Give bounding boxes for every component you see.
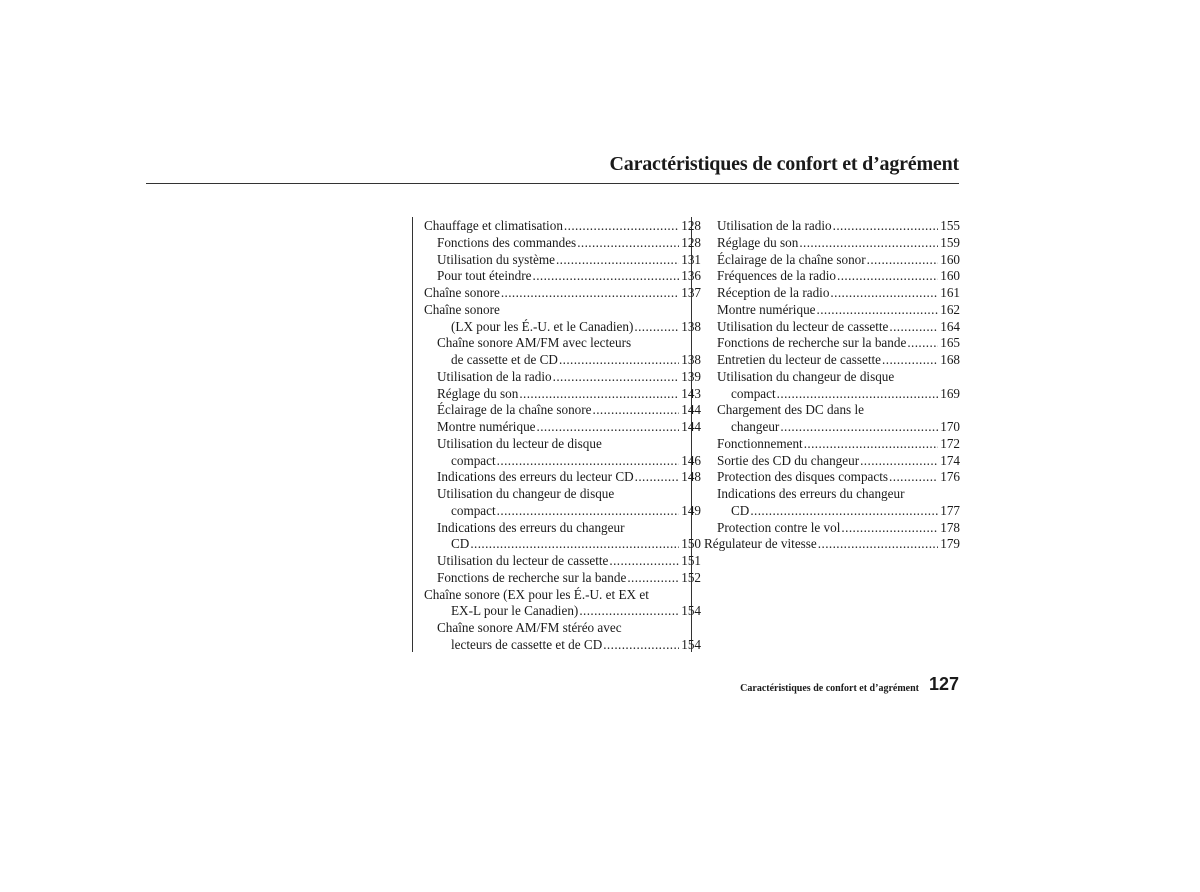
toc-entry-page: 131 [681, 251, 701, 267]
dot-leader [833, 218, 939, 235]
footer-section-label: Caractéristiques de confort et d’agrément [740, 683, 919, 694]
dot-leader [867, 252, 939, 269]
toc-entry [424, 268, 701, 285]
toc-left-column [424, 218, 701, 654]
toc-entry-page: 128 [681, 218, 701, 233]
toc-entry-page: 139 [681, 368, 701, 384]
dot-leader [780, 419, 938, 436]
toc-entry [704, 503, 960, 520]
toc-entry-page: 168 [940, 352, 960, 367]
dot-leader [577, 235, 679, 252]
dot-leader [609, 553, 679, 570]
dot-leader [564, 218, 679, 235]
toc-entry [424, 369, 701, 386]
toc-entry-text: Chaîne sonore [424, 285, 500, 300]
toc-entry-text: CD [451, 536, 470, 552]
toc-entry-page: 138 [681, 318, 701, 334]
toc-entry-text: Éclairage de la chaîne sonore [437, 402, 592, 418]
dot-leader [533, 268, 680, 285]
dot-leader [593, 402, 680, 419]
toc-entry-text: (LX pour les É.-U. et le Canadien) [451, 318, 634, 334]
toc-entry [424, 335, 701, 352]
toc-entry-text: compact [731, 385, 776, 401]
dot-leader [519, 386, 679, 403]
toc-entry-text: Utilisation du lecteur de cassette [717, 318, 889, 334]
left-column-rule [412, 217, 413, 652]
toc-entry-text: Indications des erreurs du changeur [437, 519, 625, 535]
dot-leader [559, 352, 679, 369]
toc-entry-page: 169 [940, 385, 960, 401]
toc-entry-text: Chaîne sonore (EX pour les É.-U. et EX et [424, 586, 649, 602]
toc-entry [704, 285, 960, 302]
toc-entry-page: 178 [940, 519, 960, 535]
toc-entry-text: Fréquences de la radio [717, 268, 837, 284]
toc-entry [424, 436, 701, 453]
toc-entry [704, 469, 960, 486]
toc-entry-page: 160 [940, 268, 960, 284]
toc-entry-text: lecteurs de cassette et de CD [451, 636, 603, 652]
dot-leader [907, 335, 938, 352]
toc-entry-text: Indications des erreurs du changeur [717, 486, 905, 501]
toc-entry-text: Utilisation du lecteur de disque [437, 435, 602, 451]
toc-entry [424, 419, 701, 436]
toc-entry [424, 319, 701, 336]
toc-entry [704, 436, 960, 453]
toc-entry-page: 151 [681, 553, 701, 568]
toc-entry [424, 587, 701, 604]
toc-entry-text: Montre numérique [437, 419, 536, 434]
toc-entry [424, 536, 701, 553]
dot-leader [799, 235, 938, 252]
toc-entry [424, 620, 701, 637]
toc-entry-page: 144 [681, 419, 701, 434]
toc-entry [424, 285, 701, 302]
toc-entry-text: Indications des erreurs du lecteur CD [437, 469, 634, 485]
toc-entry-text: Chaîne sonore AM/FM stéréo avec [437, 620, 622, 635]
toc-entry [424, 570, 701, 587]
toc-entry-page: 143 [681, 385, 701, 401]
toc-entry-page: 144 [681, 402, 701, 418]
toc-entry-page: 128 [681, 234, 701, 250]
toc-entry-page: 176 [940, 469, 960, 485]
toc-entry [704, 402, 960, 419]
toc-entry-text: Utilisation du changeur de disque [717, 368, 895, 384]
toc-entry [424, 603, 701, 620]
toc-entry-text: Montre numérique [717, 301, 816, 317]
toc-entry-page: 152 [681, 569, 701, 585]
toc-entry [704, 352, 960, 369]
dot-leader [501, 285, 679, 302]
dot-leader [556, 252, 679, 269]
toc-entry-text: Utilisation de la radio [437, 368, 552, 384]
toc-entry [424, 352, 701, 369]
toc-entry-page: 164 [940, 318, 960, 334]
toc-entry [704, 453, 960, 470]
toc-entry-text: Réglage du son [717, 234, 799, 250]
toc-entry [424, 218, 701, 235]
toc-entry-text: Utilisation du système [437, 251, 555, 267]
toc-entry [704, 302, 960, 319]
toc-entry-page: 150 [681, 536, 701, 552]
dot-leader [470, 536, 679, 553]
dot-leader [889, 319, 938, 336]
toc-entry [704, 536, 960, 553]
title-rule [146, 183, 959, 184]
toc-entry [424, 453, 701, 470]
dot-leader [603, 637, 679, 654]
toc-entry-text: Chauffage et climatisation [424, 218, 563, 233]
dot-leader [634, 319, 679, 336]
toc-entry-text: Utilisation de la radio [717, 218, 832, 233]
dot-leader [579, 603, 679, 620]
dot-leader [777, 386, 939, 403]
toc-entry-page: 148 [681, 469, 701, 485]
toc-entry [704, 386, 960, 403]
toc-entry-page: 162 [940, 301, 960, 317]
toc-entry-text: compact [451, 452, 496, 468]
dot-leader [882, 352, 938, 369]
toc-entry-text: Chaîne sonore [424, 301, 500, 317]
toc-entry-page: 159 [940, 234, 960, 250]
toc-entry-page: 170 [940, 419, 960, 434]
toc-entry [704, 369, 960, 386]
toc-entry [704, 335, 960, 352]
toc-entry-page: 146 [681, 452, 701, 468]
toc-entry [424, 503, 701, 520]
toc-entry-text: Sortie des CD du changeur [717, 452, 860, 468]
toc-entry-text: Fonctions de recherche sur la bande [717, 335, 907, 351]
toc-entry-text: changeur [731, 419, 780, 434]
toc-entry [424, 252, 701, 269]
dot-leader [804, 436, 939, 453]
toc-entry-page: 154 [681, 603, 701, 619]
toc-entry-text: Fonctions des commandes [437, 234, 577, 250]
toc-entry-text: Éclairage de la chaîne sonor [717, 251, 866, 267]
dot-leader [497, 453, 680, 470]
toc-entry [704, 252, 960, 269]
toc-entry [704, 520, 960, 537]
toc-entry-page: 154 [681, 636, 701, 652]
toc-entry-text: Chargement des DC dans le [717, 402, 864, 418]
dot-leader [818, 536, 938, 553]
toc-entry-text: Protection des disques compacts [717, 469, 889, 485]
toc-entry-text: Utilisation du lecteur de cassette [437, 553, 609, 568]
toc-entry [424, 520, 701, 537]
toc-entry-text: Réception de la radio [717, 285, 830, 300]
toc-entry-page: 136 [681, 268, 701, 284]
toc-entry-text: Entretien du lecteur de cassette [717, 352, 882, 367]
toc-entry-page: 155 [940, 218, 960, 233]
toc-entry [704, 319, 960, 336]
dot-leader [889, 469, 938, 486]
toc-entry [424, 235, 701, 252]
page-title: Caractéristiques de confort et d’agrément [609, 153, 959, 175]
toc-entry [704, 268, 960, 285]
toc-entry-page: 179 [940, 536, 960, 552]
dot-leader [837, 268, 938, 285]
toc-entry-text: CD [731, 502, 750, 518]
toc-entry-text: Protection contre le vol [717, 519, 841, 535]
toc-entry-page: 138 [681, 352, 701, 367]
dot-leader [627, 570, 679, 587]
toc-entry [424, 402, 701, 419]
toc-entry [424, 386, 701, 403]
toc-entry-page: 161 [940, 285, 960, 300]
toc-entry-page: 165 [940, 335, 960, 351]
toc-entry-text: Réglage du son [437, 385, 519, 401]
dot-leader [860, 453, 938, 470]
toc-entry-page: 137 [681, 285, 701, 300]
dot-leader [841, 520, 938, 537]
toc-entry-text: Utilisation du changeur de disque [437, 486, 615, 501]
toc-entry-page: 172 [940, 435, 960, 451]
toc-entry-page: 174 [940, 452, 960, 468]
toc-entry [704, 419, 960, 436]
toc-entry [424, 553, 701, 570]
dot-leader [553, 369, 680, 386]
toc-entry [704, 235, 960, 252]
toc-entry-text: compact [451, 502, 496, 518]
toc-right-column [704, 218, 960, 553]
toc-entry-page: 160 [940, 251, 960, 267]
toc-entry-text: Chaîne sonore AM/FM avec lecteurs [437, 335, 632, 351]
toc-entry [424, 302, 701, 319]
dot-leader [750, 503, 938, 520]
toc-entry [704, 486, 960, 503]
toc-entry [424, 486, 701, 503]
toc-entry-text: EX-L pour le Canadien) [451, 603, 579, 619]
toc-entry [424, 637, 701, 654]
toc-entry-text: Fonctions de recherche sur la bande [437, 569, 627, 585]
footer-page-number: 127 [928, 674, 959, 694]
dot-leader [817, 302, 939, 319]
toc-entry [704, 218, 960, 235]
toc-entry-page: 177 [940, 502, 960, 518]
toc-entry-text: Régulateur de vitesse [704, 536, 817, 552]
toc-entry-text: Pour tout éteindre [437, 268, 532, 284]
toc-entry [424, 469, 701, 486]
dot-leader [830, 285, 938, 302]
toc-entry-text: de cassette et de CD [451, 352, 558, 367]
dot-leader [635, 469, 680, 486]
dot-leader [497, 503, 680, 520]
toc-entry-page: 149 [681, 502, 701, 518]
toc-entry-text: Fonctionnement [717, 435, 803, 451]
dot-leader [537, 419, 680, 436]
